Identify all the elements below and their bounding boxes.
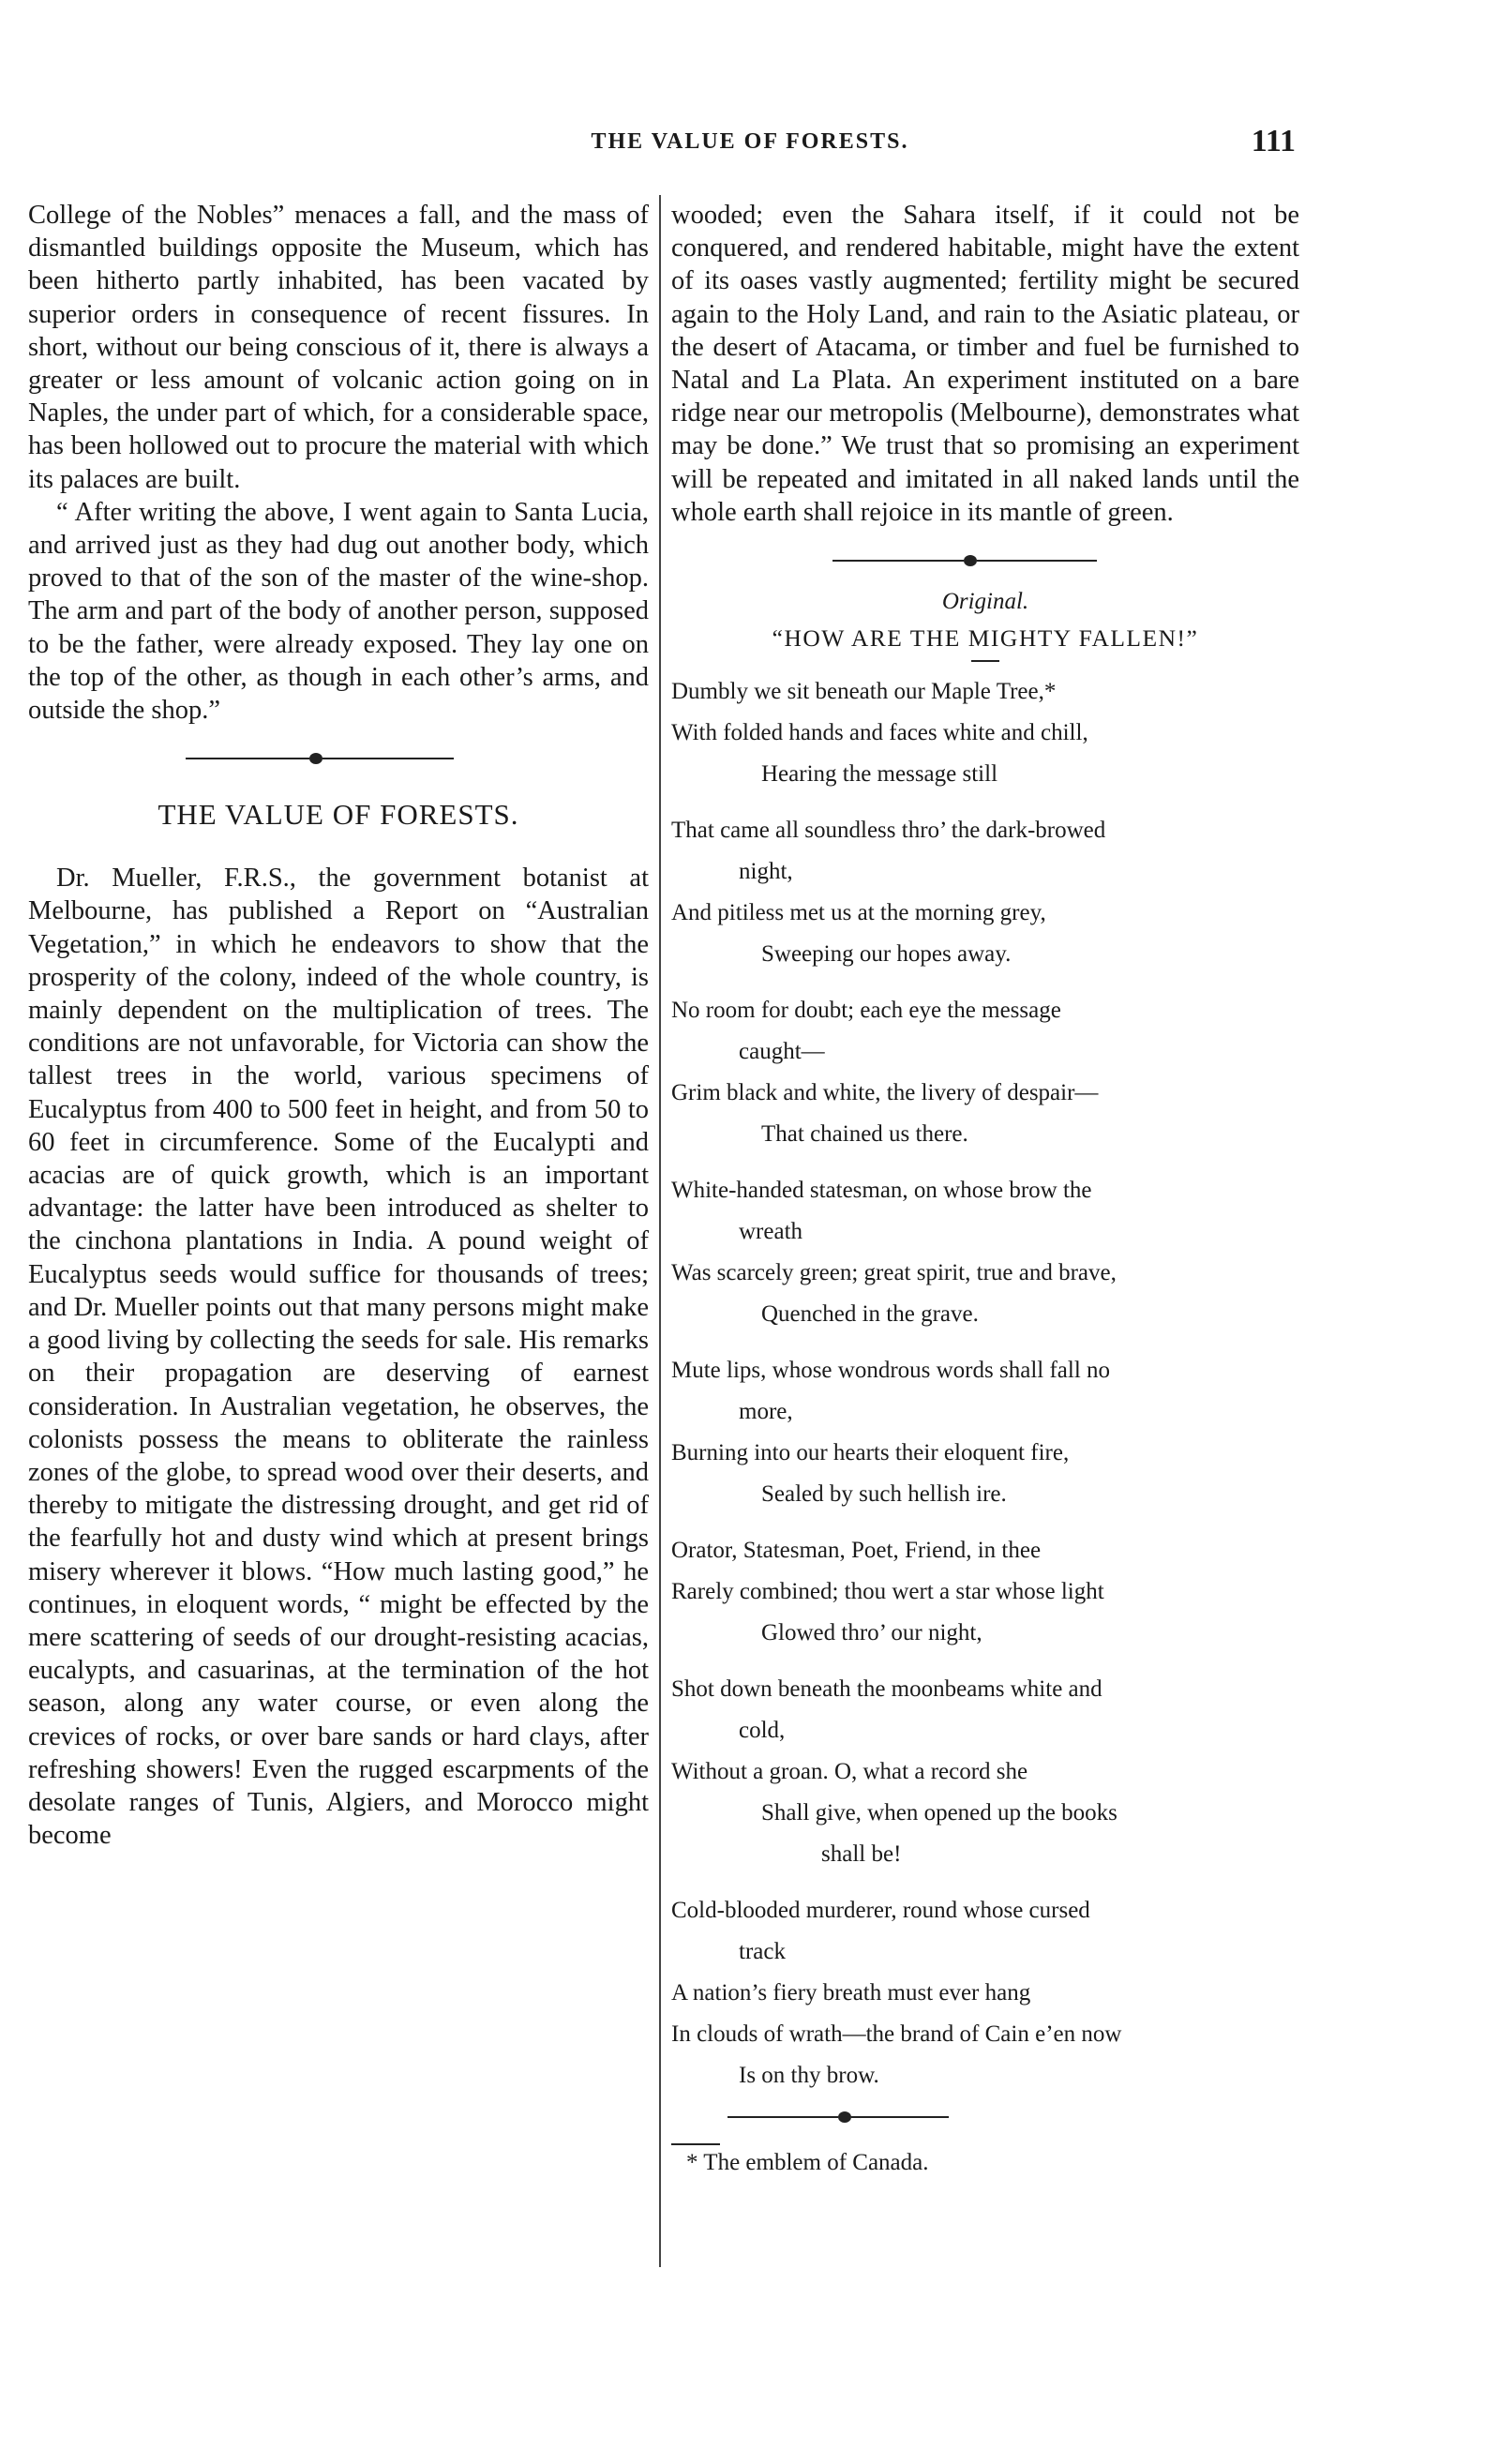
ornament-rule bbox=[28, 747, 649, 770]
poem-line: Grim black and white, the livery of despair— bbox=[671, 1080, 1099, 1106]
left-column bbox=[28, 199, 649, 1852]
poem-line: That chained us there. bbox=[761, 1121, 968, 1148]
page-number: 111 bbox=[1251, 124, 1296, 158]
poem-line: Rarely combined; thou wert a star whose light bbox=[671, 1579, 1104, 1605]
running-title: THE VALUE OF FORESTS. bbox=[591, 129, 909, 154]
poem-line: track bbox=[739, 1939, 786, 1965]
poem-line: Without a groan. O, what a record she bbox=[671, 1759, 1028, 1785]
paragraph: “ After writing the above, I went again to Santa Lucia, and arrived just as they had dug out another body, which proved to that of the son of the master of the wine-shop. The arm and part of the body of another person, supposed to be the father, were already exposed. They lay one on the top of the other, as though in each other’s arms, and outside the shop.” bbox=[28, 497, 649, 726]
ornament-rule bbox=[671, 2106, 1299, 2128]
poem-line: Burning into our hearts their eloquent fire, bbox=[671, 1440, 1070, 1466]
poem-line: A nation’s fiery breath must ever hang bbox=[671, 1980, 1031, 2006]
footnote-rule bbox=[671, 2143, 720, 2145]
poem-line: That came all soundless thro’ the dark-browed bbox=[671, 818, 1106, 844]
poem-stanza bbox=[671, 1170, 1299, 1335]
poem-line: Quenched in the grave. bbox=[761, 1301, 979, 1328]
poem-line: And pitiless met us at the morning grey, bbox=[671, 900, 1046, 926]
poem-line: Sealed by such hellish ire. bbox=[761, 1481, 1007, 1508]
poem-line: wreath bbox=[739, 1219, 803, 1245]
poem-line: cold, bbox=[739, 1718, 786, 1744]
poem-line: With folded hands and faces white and chill, bbox=[671, 720, 1088, 746]
poem-stanza bbox=[671, 1350, 1299, 1515]
section-title: THE VALUE OF FORESTS. bbox=[158, 798, 519, 832]
right-column bbox=[671, 199, 1299, 2179]
footnote: * The emblem of Canada. bbox=[686, 2150, 929, 2176]
article-paragraph: Dr. Mueller, F.R.S., the government botanist at Melbourne, has published a Report on “Australian Vegetation,” in which he endeavors to show that the prosperity of the colony, indeed of the whole country, is mainly dependent on the multiplication of trees. The conditions are not unfavorable, for Victoria can show the tallest trees in the world, various specimens of Eucalyptus from 400 to 500 feet in height, and from 50 to 60 feet in circumference. Some of the Eucalypti and acacias are of quick growth, which is an important advantage: the latter have been introduced as shelter to the cinchona plantations in India. A pound weight of Eucalyptus seeds would suffice for thousands of trees; and Dr. Mueller points out that many persons might make a good living by collecting the seeds for sale. His remarks on their propagation are deserving of earnest consideration. In Australian vegetation, he observes, the colonists possess the means to obliterate the rainless zones of the globe, to spread wood over their deserts, and thereby to mitigate the distressing drought, and get rid of the fearfully hot and dusty wind which at present brings misery wherever it blows. “How much lasting good,” he continues, in eloquent words, “ might be effected by the mere scattering of seeds of our drought-resisting acacias, eucalypts, and casuarinas, at the termination of the hot season, along any water course, or even along the crevices of rocks, or over bare sands or hard clays, after refreshing showers! Even the rugged escarpments of the desolate ranges of Tunis, Algiers, and Morocco might become bbox=[28, 864, 649, 1851]
poem-line: Glowed thro’ our night, bbox=[761, 1620, 982, 1646]
poem-stanza bbox=[671, 671, 1299, 795]
poem-line: Cold-blooded murderer, round whose cursed bbox=[671, 1898, 1090, 1924]
poem-line: Dumbly we sit beneath our Maple Tree,* bbox=[671, 679, 1057, 705]
poem-line: night, bbox=[739, 859, 793, 885]
page-header bbox=[0, 124, 1500, 167]
paragraph: wooded; even the Sahara itself, if it could not be conquered, and rendered habitable, might have the extent of its oases vastly augmented; fertility might be secured again to the Holy Land, and rain to the Asiatic plateau, or the desert of Atacama, or timber and fuel be furnished to Natal and La Plata. An experiment instituted on a bare ridge near our metropolis (Melbourne), demonstrates what may be done.” We trust that so promising an experiment will be repeated and imitated in all naked lands until the whole earth shall rejoice in its mantle of green. bbox=[671, 201, 1299, 527]
poem-line: In clouds of wrath—the brand of Cain e’en now bbox=[671, 2021, 1122, 2048]
poem-stanza bbox=[671, 1890, 1299, 2096]
poem-stanza bbox=[671, 1530, 1299, 1654]
poem-line: No room for doubt; each eye the message bbox=[671, 998, 1061, 1024]
poem-line: Sweeping our hopes away. bbox=[761, 941, 1012, 968]
column-divider bbox=[659, 195, 661, 2267]
poem-line: Mute lips, whose wondrous words shall fall no bbox=[671, 1358, 1111, 1384]
poem-line: Shall give, when opened up the books bbox=[761, 1800, 1118, 1826]
poem bbox=[671, 671, 1299, 2096]
poem-line: more, bbox=[739, 1399, 793, 1425]
title-rule bbox=[971, 660, 999, 662]
poem-title: “HOW ARE THE MIGHTY FALLEN!” bbox=[772, 624, 1199, 653]
poem-stanza bbox=[671, 990, 1299, 1155]
ornament-rule bbox=[671, 549, 1299, 572]
poem-line: White-handed statesman, on whose brow the bbox=[671, 1178, 1092, 1204]
poem-line: Shot down beneath the moonbeams white and bbox=[671, 1676, 1102, 1703]
poem-line: Is on thy brow. bbox=[739, 2063, 879, 2089]
poem-stanza bbox=[671, 1669, 1299, 1875]
poem-line: shall be! bbox=[821, 1841, 902, 1868]
poem-stanza bbox=[671, 810, 1299, 975]
poem-line: Hearing the message still bbox=[761, 761, 998, 788]
poem-line: Was scarcely green; great spirit, true and brave, bbox=[671, 1260, 1117, 1286]
paragraph: College of the Nobles” menaces a fall, and the mass of dismantled buildings opposite the Museum, which has been hitherto partly inhabited, has been vacated by superior orders in consequence of recent fissures. In short, without our being conscious of it, there is always a greater or less amount of volcanic action going on in Naples, the under part of which, for a considerable space, has been hollowed out to procure the material with which its palaces are built. bbox=[28, 201, 649, 494]
poem-line: caught— bbox=[739, 1039, 825, 1065]
poem-line: Orator, Statesman, Poet, Friend, in thee bbox=[671, 1538, 1042, 1564]
original-label: Original. bbox=[941, 589, 1029, 615]
